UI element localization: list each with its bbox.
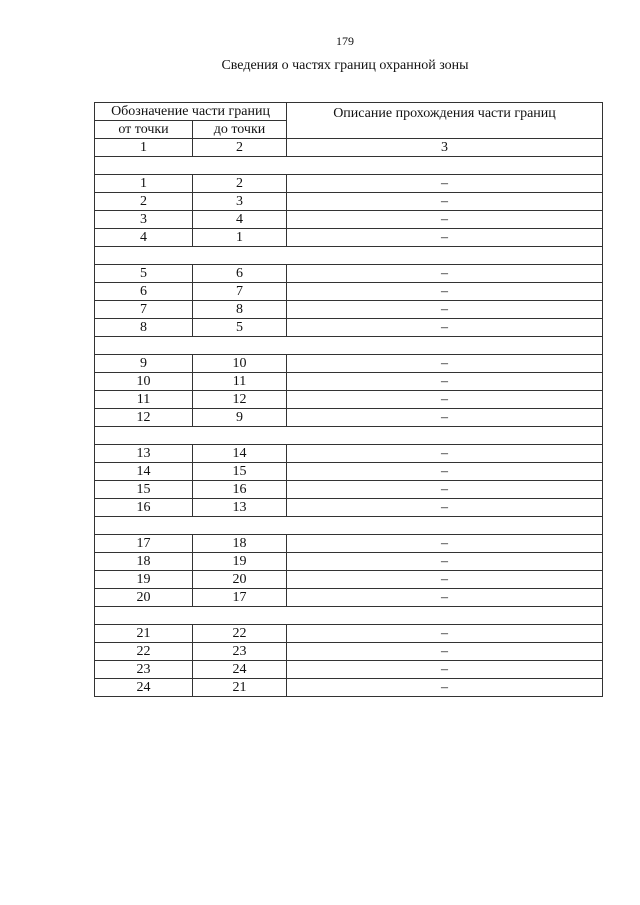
from-point-cell: 2 bbox=[95, 193, 193, 211]
to-point-cell: 3 bbox=[193, 193, 287, 211]
table-row bbox=[95, 355, 603, 373]
description-cell: – bbox=[287, 175, 603, 193]
description-cell: – bbox=[287, 643, 603, 661]
description-cell: – bbox=[287, 283, 603, 301]
description-cell: – bbox=[287, 463, 603, 481]
from-point-cell: 23 bbox=[95, 661, 193, 679]
to-point-cell: 24 bbox=[193, 661, 287, 679]
from-point-cell: 16 bbox=[95, 499, 193, 517]
from-point-cell: 11 bbox=[95, 391, 193, 409]
to-point-cell: 14 bbox=[193, 445, 287, 463]
table-row bbox=[95, 571, 603, 589]
from-point-cell: 9 bbox=[95, 355, 193, 373]
description-cell: – bbox=[287, 391, 603, 409]
group-separator-row bbox=[95, 427, 603, 445]
description-cell: – bbox=[287, 319, 603, 337]
table-row bbox=[95, 409, 603, 427]
to-point-cell: 5 bbox=[193, 319, 287, 337]
description-cell: – bbox=[287, 265, 603, 283]
from-point-cell: 4 bbox=[95, 229, 193, 247]
to-point-cell: 4 bbox=[193, 211, 287, 229]
to-point-cell: 10 bbox=[193, 355, 287, 373]
table-row bbox=[95, 679, 603, 697]
table-row bbox=[95, 463, 603, 481]
to-point-cell: 2 bbox=[193, 175, 287, 193]
from-point-cell: 17 bbox=[95, 535, 193, 553]
to-point-header: до точки bbox=[193, 121, 287, 139]
from-point-cell: 10 bbox=[95, 373, 193, 391]
table-row bbox=[95, 265, 603, 283]
description-cell: – bbox=[287, 589, 603, 607]
from-point-cell: 7 bbox=[95, 301, 193, 319]
to-point-cell: 19 bbox=[193, 553, 287, 571]
group-separator-row bbox=[95, 337, 603, 355]
from-point-cell: 1 bbox=[95, 175, 193, 193]
table-row bbox=[95, 643, 603, 661]
separator-cell bbox=[95, 517, 603, 535]
description-cell: – bbox=[287, 535, 603, 553]
to-point-cell: 13 bbox=[193, 499, 287, 517]
to-point-cell: 7 bbox=[193, 283, 287, 301]
boundary-parts-table bbox=[94, 102, 603, 697]
from-point-cell: 15 bbox=[95, 481, 193, 499]
group-separator-row bbox=[95, 247, 603, 265]
description-cell: – bbox=[287, 499, 603, 517]
column-number-1: 1 bbox=[95, 139, 193, 157]
from-point-cell: 8 bbox=[95, 319, 193, 337]
description-cell: – bbox=[287, 373, 603, 391]
separator-cell bbox=[95, 337, 603, 355]
to-point-cell: 22 bbox=[193, 625, 287, 643]
separator-cell bbox=[95, 157, 603, 175]
from-point-cell: 12 bbox=[95, 409, 193, 427]
group-separator-row bbox=[95, 607, 603, 625]
description-header: Описание прохождения части границ bbox=[287, 103, 603, 139]
to-point-cell: 8 bbox=[193, 301, 287, 319]
separator-cell bbox=[95, 427, 603, 445]
to-point-cell: 21 bbox=[193, 679, 287, 697]
description-cell: – bbox=[287, 445, 603, 463]
from-point-cell: 13 bbox=[95, 445, 193, 463]
from-point-cell: 22 bbox=[95, 643, 193, 661]
from-point-cell: 18 bbox=[95, 553, 193, 571]
table-row bbox=[95, 445, 603, 463]
description-cell: – bbox=[287, 571, 603, 589]
table-row bbox=[95, 301, 603, 319]
from-point-cell: 21 bbox=[95, 625, 193, 643]
separator-cell bbox=[95, 607, 603, 625]
document-title: Сведения о частях границ охранной зоны bbox=[221, 58, 469, 73]
page-number: 179 bbox=[336, 34, 354, 48]
from-point-cell: 5 bbox=[95, 265, 193, 283]
description-cell: – bbox=[287, 355, 603, 373]
to-point-cell: 18 bbox=[193, 535, 287, 553]
to-point-cell: 17 bbox=[193, 589, 287, 607]
description-cell: – bbox=[287, 679, 603, 697]
table-row bbox=[95, 175, 603, 193]
table-row bbox=[95, 193, 603, 211]
from-point-cell: 14 bbox=[95, 463, 193, 481]
to-point-cell: 16 bbox=[193, 481, 287, 499]
table-row bbox=[95, 373, 603, 391]
to-point-cell: 20 bbox=[193, 571, 287, 589]
table-row bbox=[95, 499, 603, 517]
from-point-cell: 20 bbox=[95, 589, 193, 607]
group-separator-row bbox=[95, 157, 603, 175]
to-point-cell: 23 bbox=[193, 643, 287, 661]
designation-header: Обозначение части границ bbox=[95, 103, 287, 121]
separator-cell bbox=[95, 247, 603, 265]
table-row bbox=[95, 229, 603, 247]
description-cell: – bbox=[287, 553, 603, 571]
table-row bbox=[95, 211, 603, 229]
table-row bbox=[95, 283, 603, 301]
to-point-cell: 11 bbox=[193, 373, 287, 391]
group-separator-row bbox=[95, 517, 603, 535]
to-point-cell: 15 bbox=[193, 463, 287, 481]
description-cell: – bbox=[287, 661, 603, 679]
column-number-3: 3 bbox=[287, 139, 603, 157]
to-point-cell: 9 bbox=[193, 409, 287, 427]
description-cell: – bbox=[287, 481, 603, 499]
description-cell: – bbox=[287, 409, 603, 427]
to-point-cell: 12 bbox=[193, 391, 287, 409]
table-row bbox=[95, 481, 603, 499]
description-cell: – bbox=[287, 193, 603, 211]
description-cell: – bbox=[287, 301, 603, 319]
description-cell: – bbox=[287, 211, 603, 229]
table-row bbox=[95, 535, 603, 553]
table-row bbox=[95, 625, 603, 643]
from-point-cell: 19 bbox=[95, 571, 193, 589]
from-point-cell: 3 bbox=[95, 211, 193, 229]
description-cell: – bbox=[287, 229, 603, 247]
table-row bbox=[95, 661, 603, 679]
table-row bbox=[95, 553, 603, 571]
description-cell: – bbox=[287, 625, 603, 643]
table-row bbox=[95, 391, 603, 409]
from-point-cell: 6 bbox=[95, 283, 193, 301]
to-point-cell: 1 bbox=[193, 229, 287, 247]
column-number-2: 2 bbox=[193, 139, 287, 157]
table-row bbox=[95, 319, 603, 337]
from-point-header: от точки bbox=[95, 121, 193, 139]
from-point-cell: 24 bbox=[95, 679, 193, 697]
to-point-cell: 6 bbox=[193, 265, 287, 283]
table-row bbox=[95, 589, 603, 607]
table-body bbox=[95, 157, 603, 697]
